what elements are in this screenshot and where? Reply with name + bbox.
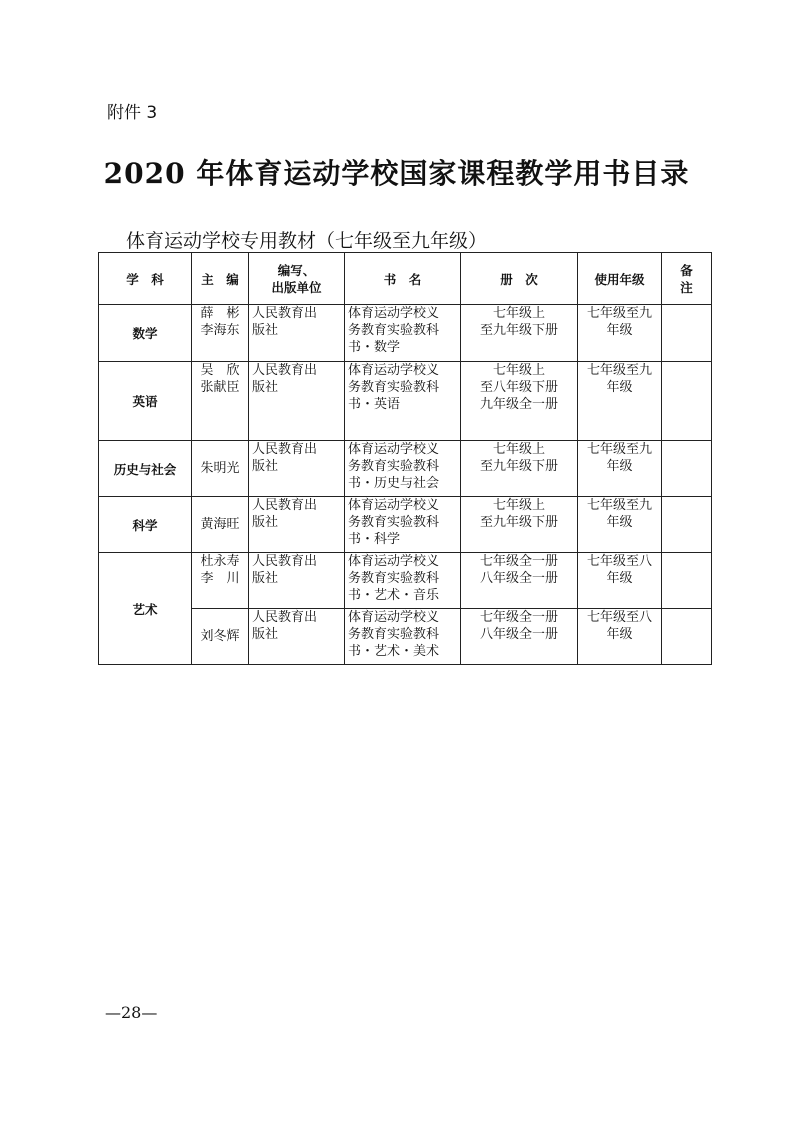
grade-line: 年级: [606, 571, 633, 586]
book-cell: [345, 441, 461, 497]
publisher-line: 版社: [252, 627, 279, 642]
volume-line: 至九年级下册: [479, 459, 558, 474]
grade-cell: [578, 362, 662, 441]
editor-cell: [192, 609, 249, 665]
book-line: 书・科学: [348, 532, 401, 547]
subject-cell: 数学: [99, 305, 192, 362]
book-cell: [345, 497, 461, 553]
grade-line: 七年级至九: [586, 442, 652, 457]
publisher-line: 人民教育出: [252, 498, 318, 513]
publisher-line: 版社: [252, 459, 279, 474]
book-cell: [345, 305, 461, 362]
book-line: 体育运动学校义: [348, 442, 440, 457]
grade-line: 七年级至九: [586, 306, 652, 321]
table-row: [99, 362, 712, 441]
publisher-line: 人民教育出: [252, 554, 318, 569]
editor-cell: [192, 305, 249, 362]
publisher-line: 人民教育出: [252, 442, 318, 457]
publisher-line: 人民教育出: [252, 610, 318, 625]
volume-line: 至九年级下册: [479, 515, 558, 530]
table-header-row: [99, 253, 712, 305]
publisher-line: 版社: [252, 515, 279, 530]
book-line: 务教育实验教科: [348, 380, 440, 395]
header-book: 书 名: [345, 253, 461, 305]
book-line: 书・艺术・音乐: [348, 588, 440, 603]
volume-cell: [461, 441, 578, 497]
grade-line: 年级: [606, 627, 633, 642]
attachment-label: 附件 3: [107, 103, 158, 123]
note-cell: [662, 362, 712, 441]
header-volume: 册 次: [461, 253, 578, 305]
grade-line: 年级: [606, 459, 633, 474]
header-publisher-line: 编写、: [277, 262, 316, 278]
publisher-line: 版社: [252, 323, 279, 338]
header-note-line: 注: [680, 279, 693, 295]
grade-line: 七年级至九: [586, 363, 652, 378]
grade-cell: [578, 305, 662, 362]
note-cell: [662, 497, 712, 553]
grade-cell: [578, 609, 662, 665]
volume-cell: [461, 553, 578, 609]
note-cell: [662, 609, 712, 665]
editor-name: 李海东: [200, 323, 240, 338]
publisher-cell: [249, 305, 345, 362]
header-subject: 学 科: [99, 253, 192, 305]
volume-line: 八年级全一册: [479, 627, 558, 642]
volume-line: 七年级全一册: [479, 554, 558, 569]
book-line: 书・历史与社会: [348, 476, 440, 491]
table-row: [99, 305, 712, 362]
publisher-cell: [249, 553, 345, 609]
book-line: 书・数学: [348, 340, 401, 355]
publisher-line: 版社: [252, 380, 279, 395]
editor-name: 朱明光: [200, 461, 240, 476]
table-row: [99, 441, 712, 497]
book-line: 体育运动学校义: [348, 554, 440, 569]
book-line: 务教育实验教科: [348, 323, 440, 338]
book-line: 书・艺术・美术: [348, 644, 440, 659]
header-note-line: 备: [680, 262, 693, 278]
publisher-cell: [249, 441, 345, 497]
book-cell: [345, 553, 461, 609]
publisher-cell: [249, 497, 345, 553]
editor-cell: [192, 497, 249, 553]
header-note: [662, 253, 712, 305]
volume-cell: [461, 609, 578, 665]
header-grade: 使用年级: [578, 253, 662, 305]
table-subtitle: 体育运动学校专用教材（七年级至九年级）: [126, 230, 488, 252]
editor-name: 吴 欣: [200, 363, 240, 378]
table-row: [99, 553, 712, 609]
editor-cell: [192, 441, 249, 497]
editor-name: 刘冬辉: [200, 629, 240, 644]
grade-line: 七年级至九: [586, 498, 652, 513]
book-line: 务教育实验教科: [348, 571, 440, 586]
grade-cell: [578, 553, 662, 609]
textbook-catalog-table: [98, 252, 712, 665]
volume-cell: [461, 497, 578, 553]
note-cell: [662, 305, 712, 362]
grade-line: 年级: [606, 380, 633, 395]
book-line: 务教育实验教科: [348, 459, 440, 474]
editor-cell: [192, 553, 249, 609]
volume-line: 至九年级下册: [479, 323, 558, 338]
header-publisher-line: 出版单位: [271, 279, 322, 295]
page-number: —28—: [105, 1003, 158, 1022]
editor-name: 张献臣: [200, 380, 240, 395]
editor-name: 黄海旺: [200, 517, 240, 532]
editor-cell: [192, 362, 249, 441]
book-line: 体育运动学校义: [348, 498, 440, 513]
publisher-line: 人民教育出: [252, 363, 318, 378]
volume-line: 七年级上: [492, 498, 545, 513]
book-line: 体育运动学校义: [348, 610, 440, 625]
book-cell: [345, 609, 461, 665]
book-line: 务教育实验教科: [348, 627, 440, 642]
volume-line: 八年级全一册: [479, 571, 558, 586]
editor-name: 薛 彬: [200, 306, 240, 321]
subject-cell: 艺术: [99, 553, 192, 665]
grade-line: 年级: [606, 515, 633, 530]
header-publisher: [249, 253, 345, 305]
volume-line: 至八年级下册: [479, 380, 558, 395]
publisher-line: 版社: [252, 571, 279, 586]
note-cell: [662, 553, 712, 609]
book-line: 务教育实验教科: [348, 515, 440, 530]
volume-line: 七年级上: [492, 442, 545, 457]
volume-line: 七年级全一册: [479, 610, 558, 625]
note-cell: [662, 441, 712, 497]
grade-cell: [578, 497, 662, 553]
subject-cell: 英语: [99, 362, 192, 441]
book-line: 体育运动学校义: [348, 306, 440, 321]
subject-cell: 科学: [99, 497, 192, 553]
grade-line: 年级: [606, 323, 633, 338]
publisher-cell: [249, 609, 345, 665]
table-row: [99, 497, 712, 553]
book-line: 书・英语: [348, 397, 401, 412]
publisher-cell: [249, 362, 345, 441]
volume-cell: [461, 305, 578, 362]
volume-line: 七年级上: [492, 306, 545, 321]
volume-line: 九年级全一册: [479, 397, 558, 412]
editor-name: 杜永寿: [200, 554, 240, 569]
book-cell: [345, 362, 461, 441]
grade-line: 七年级至八: [586, 610, 652, 625]
grade-cell: [578, 441, 662, 497]
header-editor: 主 编: [192, 253, 249, 305]
editor-name: 李 川: [200, 571, 240, 586]
volume-line: 七年级上: [492, 363, 545, 378]
document-title: 2020 年体育运动学校国家课程教学用书目录: [103, 157, 690, 190]
volume-cell: [461, 362, 578, 441]
book-line: 体育运动学校义: [348, 363, 440, 378]
subject-cell: 历史与社会: [99, 441, 192, 497]
publisher-line: 人民教育出: [252, 306, 318, 321]
grade-line: 七年级至八: [586, 554, 652, 569]
